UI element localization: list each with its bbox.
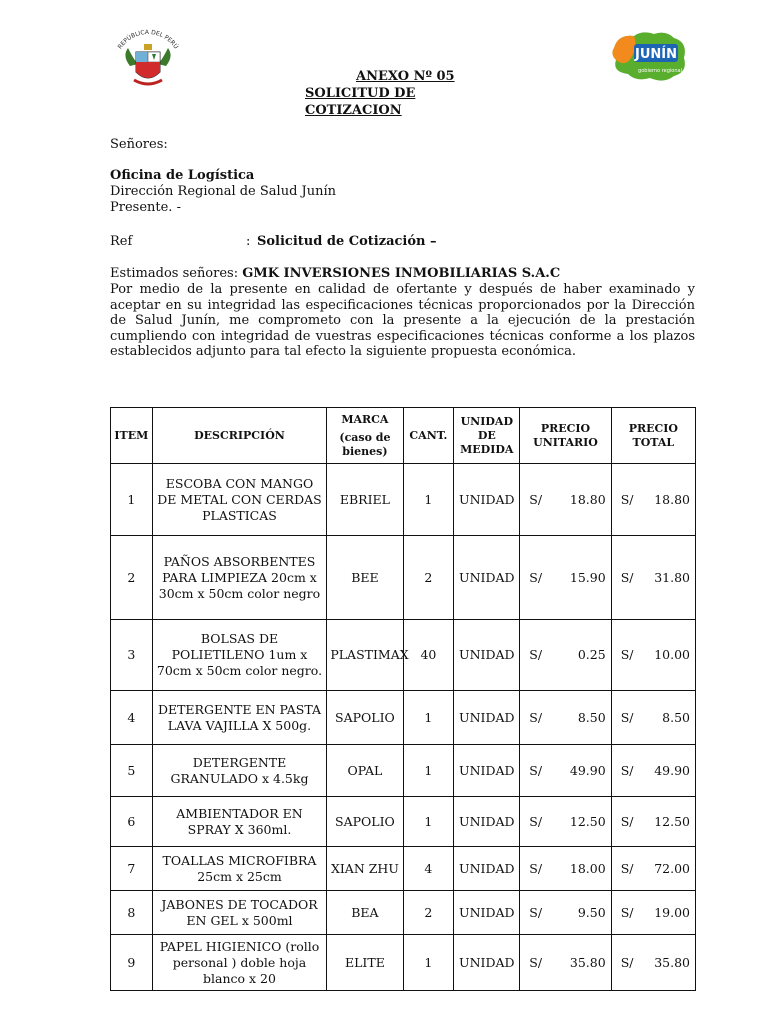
cell-marca: SAPOLIO	[327, 797, 403, 847]
currency-symbol: S/	[620, 813, 634, 829]
unit-price: 9.50	[577, 904, 606, 920]
currency-symbol: S/	[529, 491, 543, 507]
cell-precio-total	[611, 464, 695, 536]
cell-marca: OPAL	[327, 745, 403, 797]
total-price: 12.50	[654, 813, 690, 829]
cell-unidad: UNIDAD	[454, 745, 520, 797]
ref-colon: :	[246, 234, 251, 249]
header-precio-total: PRECIO TOTAL	[611, 408, 695, 464]
cell-unidad: UNIDAD	[454, 536, 520, 620]
cell-cant: 4	[403, 847, 454, 891]
annex-title: ANEXO Nº 05	[356, 69, 455, 84]
cell-precio-unitario	[520, 536, 611, 620]
currency-symbol: S/	[620, 904, 634, 920]
cell-precio-total	[611, 691, 695, 745]
cell-precio-total	[611, 935, 695, 991]
header-descripcion: DESCRIPCIÓN	[152, 408, 327, 464]
unit-price: 18.00	[569, 860, 606, 876]
recipient-office: Oficina de Logística	[110, 168, 255, 183]
table-row	[111, 620, 696, 691]
document-title-line-1: SOLICITUD DE	[305, 86, 416, 101]
cell-precio-unitario	[520, 935, 611, 991]
total-price: 8.50	[662, 709, 690, 725]
greeting-prefix: Estimados señores:	[110, 266, 243, 281]
cell-marca: BEA	[327, 891, 403, 935]
unit-price: 18.80	[569, 491, 606, 507]
company-name: GMK INVERSIONES INMOBILIARIAS S.A.C	[242, 266, 561, 281]
cell-descripcion: ESCOBA CON MANGO DE METAL CON CERDAS PLASTICAS	[152, 464, 327, 536]
total-price: 10.00	[654, 647, 690, 662]
header-marca-sub: (caso de bienes)	[339, 430, 391, 458]
currency-symbol: S/	[620, 762, 634, 778]
currency-symbol: S/	[620, 647, 634, 662]
cell-precio-total	[611, 536, 695, 620]
cell-precio-unitario	[520, 464, 611, 536]
table-row	[111, 464, 696, 536]
total-price: 18.80	[654, 491, 690, 507]
cell-precio-unitario	[520, 620, 611, 691]
header-marca-label: MARCA	[341, 412, 389, 426]
recipient-direction: Dirección Regional de Salud Junín	[110, 184, 337, 199]
cell-unidad: UNIDAD	[454, 891, 520, 935]
currency-symbol: S/	[529, 860, 543, 876]
cell-descripcion: DETERGENTE EN PASTA LAVA VAJILLA X 500g.	[152, 691, 327, 745]
cell-cant: 1	[403, 464, 454, 536]
cell-precio-total	[611, 847, 695, 891]
table-row	[111, 536, 696, 620]
junin-region-logo	[608, 28, 690, 84]
cell-item: 4	[111, 691, 153, 745]
table-row	[111, 891, 696, 935]
cell-item: 2	[111, 536, 153, 620]
table-row	[111, 691, 696, 745]
cell-marca: ELITE	[327, 935, 403, 991]
cell-cant: 2	[403, 536, 454, 620]
document-title-line-2: COTIZACION	[305, 103, 402, 118]
ref-label: Ref	[110, 234, 133, 249]
cell-cant: 2	[403, 891, 454, 935]
cell-precio-unitario	[520, 691, 611, 745]
table-row	[111, 847, 696, 891]
currency-symbol: S/	[529, 709, 543, 725]
cell-unidad: UNIDAD	[454, 620, 520, 691]
currency-symbol: S/	[529, 762, 543, 778]
currency-symbol: S/	[529, 813, 543, 829]
cell-unidad: UNIDAD	[454, 847, 520, 891]
cell-precio-unitario	[520, 847, 611, 891]
cell-descripcion: BOLSAS DE POLIETILENO 1um x 70cm x 50cm color negro.	[152, 620, 327, 691]
cell-cant: 1	[403, 745, 454, 797]
unit-price: 15.90	[569, 569, 606, 585]
cell-item: 5	[111, 745, 153, 797]
total-price: 49.90	[654, 762, 690, 778]
header-cant: CANT.	[403, 408, 454, 464]
cell-item: 1	[111, 464, 153, 536]
salutation: Señores:	[110, 137, 168, 152]
unit-price: 0.25	[577, 647, 606, 662]
currency-symbol: S/	[529, 954, 543, 970]
unit-price: 8.50	[577, 709, 606, 725]
currency-symbol: S/	[620, 709, 634, 725]
currency-symbol: S/	[620, 954, 634, 970]
currency-symbol: S/	[529, 647, 543, 662]
unit-price: 49.90	[569, 762, 606, 778]
currency-symbol: S/	[529, 569, 543, 585]
cell-precio-unitario	[520, 745, 611, 797]
cell-descripcion: TOALLAS MICROFIBRA 25cm x 25cm	[152, 847, 327, 891]
cell-cant: 1	[403, 935, 454, 991]
cell-unidad: UNIDAD	[454, 691, 520, 745]
cell-precio-unitario	[520, 797, 611, 847]
cell-precio-total	[611, 745, 695, 797]
greeting	[110, 266, 560, 282]
total-price: 31.80	[654, 569, 690, 585]
table-row	[111, 797, 696, 847]
table-row	[111, 935, 696, 991]
cell-item: 6	[111, 797, 153, 847]
cell-item: 7	[111, 847, 153, 891]
table-header-row	[111, 408, 696, 464]
header-item: ITEM	[111, 408, 153, 464]
cell-marca: EBRIEL	[327, 464, 403, 536]
ref-value: Solicitud de Cotización –	[257, 234, 437, 249]
cell-unidad: UNIDAD	[454, 797, 520, 847]
header-unidad: UNIDAD DE MEDIDA	[454, 408, 520, 464]
cell-marca: PLASTIMAX	[327, 620, 403, 691]
cell-descripcion: PAÑOS ABSORBENTES PARA LIMPIEZA 20cm x 30cm x 50cm color negro	[152, 536, 327, 620]
svg-text:REPÚBLICA DEL PERÚ: REPÚBLICA DEL PERÚ	[116, 28, 180, 51]
total-price: 19.00	[654, 904, 690, 920]
total-price: 35.80	[654, 954, 690, 970]
recipient-present: Presente. -	[110, 200, 181, 215]
cell-cant: 1	[403, 797, 454, 847]
cell-cant: 1	[403, 691, 454, 745]
header-marca	[327, 408, 403, 464]
cell-descripcion: AMBIENTADOR EN SPRAY X 360ml.	[152, 797, 327, 847]
cell-descripcion: DETERGENTE GRANULADO x 4.5kg	[152, 745, 327, 797]
cell-precio-total	[611, 891, 695, 935]
table-row	[111, 745, 696, 797]
cell-unidad: UNIDAD	[454, 935, 520, 991]
cell-item: 8	[111, 891, 153, 935]
svg-text:JUNÍN: JUNÍN	[635, 47, 677, 62]
cell-descripcion: PAPEL HIGIENICO (rollo personal ) doble hoja blanco x 20	[152, 935, 327, 991]
unit-price: 12.50	[569, 813, 606, 829]
cell-cant: 40	[403, 620, 454, 691]
currency-symbol: S/	[620, 569, 634, 585]
peru-coat-of-arms-logo	[108, 26, 188, 96]
cell-precio-total	[611, 797, 695, 847]
currency-symbol: S/	[620, 491, 634, 507]
cell-precio-total	[611, 620, 695, 691]
cell-item: 3	[111, 620, 153, 691]
cell-marca: BEE	[327, 536, 403, 620]
cell-descripcion: JABONES DE TOCADOR EN GEL x 500ml	[152, 891, 327, 935]
cell-precio-unitario	[520, 891, 611, 935]
quotation-table	[110, 407, 696, 991]
currency-symbol: S/	[529, 904, 543, 920]
cell-unidad: UNIDAD	[454, 464, 520, 536]
cell-item: 9	[111, 935, 153, 991]
header-precio-unitario: PRECIO UNITARIO	[520, 408, 611, 464]
unit-price: 35.80	[569, 954, 606, 970]
currency-symbol: S/	[620, 860, 634, 876]
svg-text:gobierno regional: gobierno regional	[638, 68, 682, 74]
body-paragraph: Por medio de la presente en calidad de ofertante y después de haber examinado y aceptar en su integridad las especificaciones técnicas proporcionados por la Dirección de Salud Junín, me comprometo con la presente a la ejecución de la prestación cumpliendo con integridad de vuestras especificaciones técnicas conforme a los plazos establecidos adjunto para tal efecto la siguiente propuesta económica.	[110, 282, 695, 359]
total-price: 72.00	[654, 860, 690, 876]
cell-marca: SAPOLIO	[327, 691, 403, 745]
cell-marca: XIAN ZHU	[327, 847, 403, 891]
